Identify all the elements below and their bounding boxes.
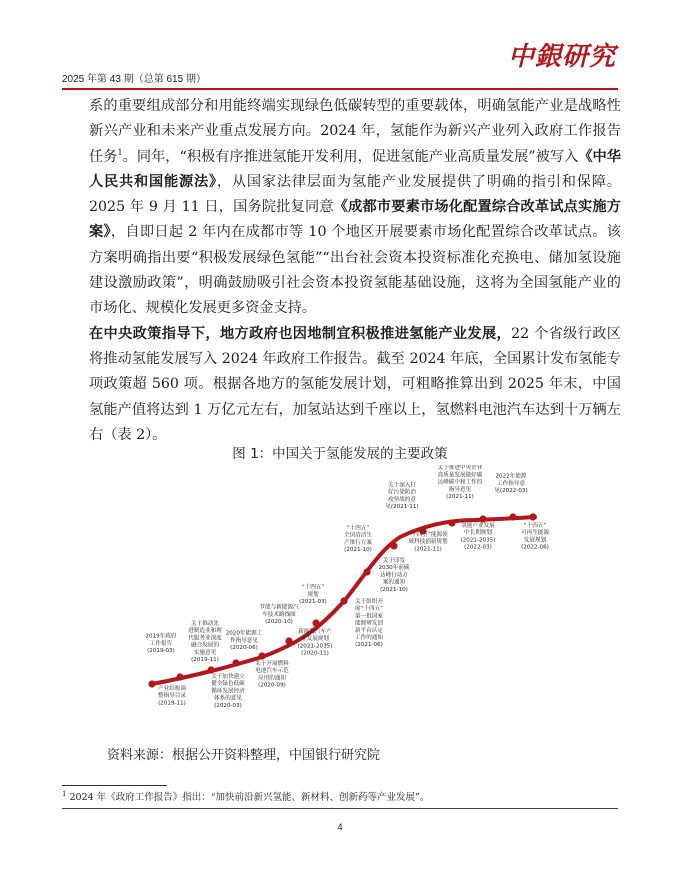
policy-label-above-1: (2019-11) [191, 657, 219, 663]
page-number: 4 [337, 822, 343, 832]
policy-label-below-2: 应用的通知 [258, 675, 286, 682]
policy-label-above-3: 车技术路线图 [262, 611, 296, 618]
policy-label-below-3: 新能源汽车产 [298, 629, 332, 635]
policy-label-above-5: (2021-10) [344, 547, 372, 553]
p1-text-b: 。同年，“积极有序推进氢能开发利用，促进氢能产业高质量发展”被写入 [122, 148, 579, 165]
header-divider [62, 88, 618, 90]
policy-label-below-4: (2021-06) [355, 642, 383, 649]
policy-label-above-6: 见(2021-11) [385, 504, 419, 510]
policy-label-above-7: (2021-11) [446, 494, 474, 500]
policy-label-below-4: 工作的通知 [355, 635, 383, 641]
policy-label-below-4: 能源研发创 [355, 620, 383, 627]
policy-label-below-5: 关于印发 [382, 558, 406, 564]
brand-logo: 中銀研究 [507, 42, 616, 72]
policy-label-below-7: (2021-2035) [460, 537, 496, 544]
timeline-dot [390, 542, 397, 549]
policy-label-below-2: 关于开展燃料 [255, 661, 289, 667]
p1-text-a: 系的重要组成部分和用能终端实现绿色低碳转型的重要载体，明确氢能产业是战略性新兴产业和未来产业重点发展方向。2024 年，氢能作为新兴产业列入政府工作报告任务 [89, 98, 621, 165]
figure-title: 图 1：中国关于氢能发展的主要政策 [232, 446, 448, 462]
p1-text-c: ，从国家法律层面为氢能产业发展提供了明确的指引和保障。2025 年 9 月 11 日，国务院批复同意 [89, 173, 621, 216]
timeline-dot [258, 652, 265, 659]
timeline-dot [529, 513, 536, 520]
policy-label-above-8: 2022年能源 [495, 473, 527, 480]
policy-label-above-1: 关于推动先 [191, 621, 219, 627]
policy-label-below-5: 2030年前碳 [378, 565, 410, 572]
policy-label-below-0: 产业结构调 [158, 686, 186, 692]
policy-label-above-4: (2021-03) [299, 599, 327, 605]
policy-label-above-0: (2019-03) [147, 648, 175, 654]
policy-label-above-0: 工作报告 [149, 640, 173, 647]
policy-label-above-2: 2020年能源工 [225, 630, 263, 637]
paragraph-2 [89, 322, 621, 448]
policy-label-above-8: 工作指导意 [497, 480, 525, 487]
policy-label-below-8: “十四五” [523, 523, 547, 529]
footnote-divider [62, 785, 167, 786]
policy-label-below-8: (2022-06) [521, 544, 549, 551]
policy-label-below-4: 展“十四五” [354, 606, 384, 613]
timeline-dot [448, 519, 455, 526]
policy-label-below-4: 第一批国家 [355, 613, 383, 620]
timeline-dot [176, 673, 183, 680]
footnote-mark: 1 [62, 789, 67, 798]
policy-label-below-7: (2022-03) [464, 544, 492, 551]
footnote [62, 789, 429, 803]
policy-label-above-4: 规划 [307, 591, 319, 598]
policy-label-above-7: 高质量发展做好碳 [437, 472, 483, 479]
policy-label-below-1: (2020-03) [214, 702, 242, 709]
policy-label-above-5: 全国清洁生 [344, 532, 372, 539]
paragraph-1 [89, 94, 621, 322]
policy-label-below-5: 案的通知 [382, 579, 406, 586]
policy-label-above-1: 进制造业和现 [188, 628, 222, 635]
footnote-ref[interactable]: 1 [117, 147, 123, 157]
policy-label-below-4: 新平台认定 [355, 627, 383, 634]
policy-label-below-1: 体系的意见 [214, 695, 242, 702]
timeline-dot [148, 680, 155, 687]
policy-label-above-1: 代服务业深度 [188, 635, 222, 642]
policy-label-below-2: (2020-09) [258, 682, 286, 689]
policy-label-above-2: 作指导意见 [230, 637, 258, 644]
policy-label-below-2: 电池汽车示范 [255, 668, 289, 675]
p2-bold-lead: 在中央政策指导下，地方政府也因地制宜积极推进氢能产业发展， [89, 325, 512, 342]
policy-label-above-5: 产推行方案 [344, 539, 372, 546]
policy-label-below-3: 业发展规划 [301, 636, 329, 643]
policy-label-above-6: 关于深入打 [388, 482, 416, 489]
policy-label-below-4: 关于组织开 [355, 599, 383, 605]
timeline-dot [340, 597, 347, 604]
energy-law-title: 《中华人民共和国能源法》 [89, 148, 621, 190]
policy-label-above-1: 实施意见 [193, 649, 217, 656]
policy-label-below-7: 氢能产业发展 [461, 523, 495, 529]
timeline-dot [207, 666, 214, 673]
p1-text-d: ，自即日起 2 年内在成都市等 10 个地区开展要素市场化配置综合改革试点。该方案明确指出要“积极发展绿色氢能”“出台社会资本投资标准化充换电、储加氢设施建设激励政策”，明确鼓励吸引社会资本投资氢能基础设施，这将为全国氢能产业的市场化、规模化发展更多资金支持。 [89, 224, 621, 317]
policy-label-below-1: 循环发展经济 [211, 688, 245, 695]
chengdu-plan-title: 《成都市要素市场化配置综合改革试点实施方案》 [89, 199, 621, 241]
policy-label-below-1: 关于加快建立 [211, 674, 245, 680]
policy-label-below-3: (2021-2035) [297, 643, 333, 650]
policy-label-above-1: 融合发展的 [191, 642, 219, 649]
policy-label-above-7: 关于推进中央企业 [437, 465, 483, 472]
policy-label-above-4: “十四五” [301, 584, 325, 591]
issue-label: 2025 年第 43 期（总第 615 期） [62, 74, 206, 85]
policy-label-below-0: (2019-11) [158, 700, 186, 707]
policy-label-below-1: 健全绿色低碳 [211, 681, 245, 688]
policy-label-below-5: 达峰行动方 [380, 572, 408, 579]
body-text [89, 94, 621, 448]
policy-label-above-8: 见(2022-03) [494, 488, 528, 494]
policy-label-above-5: “十四五” [346, 525, 370, 532]
policy-label-below-3: (2020-11) [301, 650, 329, 657]
policy-label-below-5: (2021-10) [380, 586, 408, 593]
policy-label-below-7: 中长期规划 [464, 530, 492, 537]
policy-label-above-2: (2020-06) [230, 645, 258, 651]
policy-label-below-0: 整指导目录 [158, 693, 186, 700]
footnote-text: 2024 年《政府工作报告》指出：“加快前沿新兴氢能、新材料、创新药等产业发展”。 [69, 792, 430, 803]
policy-label-above-7: 达峰碳中和工作的 [437, 479, 483, 486]
timeline-dot [479, 515, 486, 522]
policy-label-above-3: (2020-10) [265, 619, 293, 625]
policy-label-above-6: 好污染防治 [388, 489, 416, 496]
policy-label-above-6: 攻坚战的意 [388, 496, 416, 503]
policy-label-below-6: 域科技创新规划 [408, 539, 448, 546]
timeline-dot [509, 513, 516, 520]
policy-label-above-3: 节能与新能源汽 [259, 604, 299, 611]
policy-label-below-6: “十四五”能源领 [408, 532, 448, 538]
timeline-dot [232, 659, 239, 666]
policy-label-above-7: 指导意见 [448, 486, 472, 493]
p2-text: 22 个省级行政区将推动氢能发展写入 2024 年政府工作报告。截至 2024 年底，全国累计发布氢能专项政策超 560 项。根据各地方的氢能发展计划，可粗略推算出到 2025 年末，中国氢能产值将达到 1 万亿元左右，加氢站达到千座以上，氢燃料电池汽车达到十万辆左右（表 2）。 [89, 325, 621, 443]
figure-source: 资料来源：根据公开资料整理，中国银行研究院 [107, 748, 381, 763]
timeline-dot [285, 637, 292, 644]
policy-timeline [0, 465, 680, 735]
policy-label-below-8: 发展规划 [523, 537, 547, 544]
policy-label-below-6: (2021-11) [414, 546, 442, 553]
policy-label-below-8: 可再生能源 [521, 530, 549, 537]
policy-label-above-0: 2019年政府 [145, 633, 177, 640]
timeline-dot [312, 619, 319, 626]
bottom-divider [62, 808, 618, 809]
timeline-dot [363, 568, 370, 575]
